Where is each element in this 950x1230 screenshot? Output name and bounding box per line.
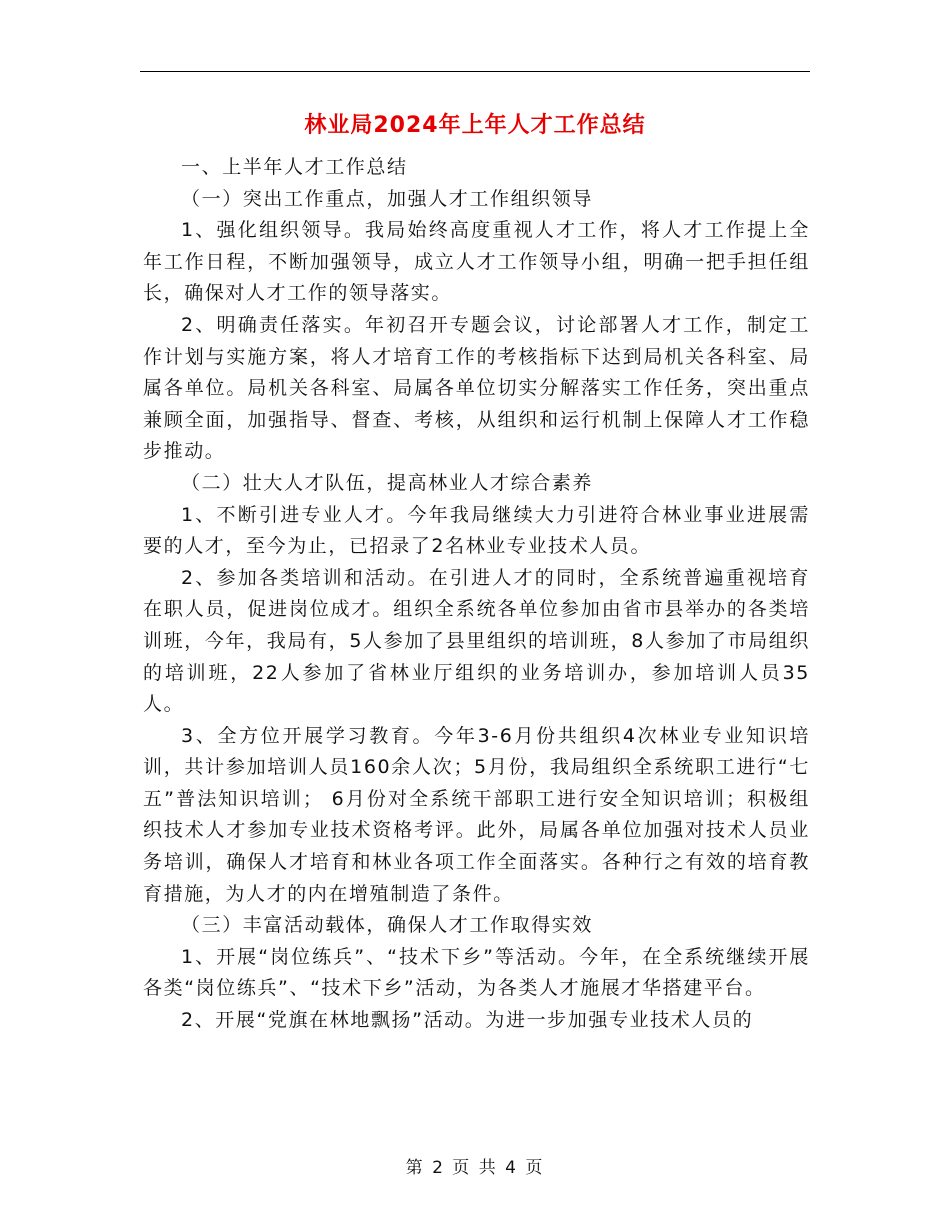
paragraph: 1、开展“岗位练兵”、“技术下乡”等活动。今年，在全系统继续开展各类“岗位练兵”、“技术下乡”活动，为各类人才施展才华搭建平台。	[143, 945, 810, 1000]
paragraph: 2、参加各类培训和活动。在引进人才的同时，全系统普遍重视培育在职人员，促进岗位成才。组织全系统各单位参加由省市县举办的各类培训班，今年，我局有，5人参加了县里组织的培训班，8人参加了市局组织的培训班，22人参加了省林业厅组织的业务培训办，参加培训人员35人。	[143, 566, 810, 716]
document-title: 林业局2024年上年人才工作总结	[304, 113, 646, 138]
paragraph: 2、明确责任落实。年初召开专题会议，讨论部署人才工作，制定工作计划与实施方案，将人才培育工作的考核指标下达到局机关各科室、局属各单位。局机关各科室、局属各单位切实分解落实工作任务，突出重点兼顾全面，加强指导、督查、考核，从组织和运行机制上保障人才工作稳步推动。	[143, 313, 810, 463]
header-rule	[140, 71, 810, 72]
subsection-heading: （一）突出工作重点，加强人才工作组织领导	[181, 187, 594, 210]
page-footer: 第 2 页 共 4 页	[405, 1158, 545, 1178]
paragraph: 1、不断引进专业人才。今年我局继续大力引进符合林业事业进展需要的人才，至今为止，已招录了2名林业专业技术人员。	[143, 503, 810, 558]
paragraph: 1、强化组织领导。我局始终高度重视人才工作，将人才工作提上全年工作日程，不断加强领导，成立人才工作领导小组，明确一把手担任组长，确保对人才工作的领导落实。	[143, 219, 810, 305]
subsection-heading: （三）丰富活动载体，确保人才工作取得实效	[181, 914, 594, 937]
paragraph: 3、全方位开展学习教育。今年3-6月份共组织4次林业专业知识培训，共计参加培训人员160余人次；5月份，我局组织全系统职工进行“七五”普法知识培训； 6月份对全系统干部职工进行安全知识培训；积极组织技术人才参加专业技术资格考评。此外，局属各单位加强对技术人员业务培训，确保人才培育和林业各项工作全面落实。各种行之有效的培育教育措施，为人才的内在增殖制造了条件。	[143, 724, 810, 905]
paragraph: 2、开展“党旗在林地飘扬”活动。为进一步加强专业技术人员的	[181, 1009, 754, 1032]
section-heading: 一、上半年人才工作总结	[181, 156, 408, 178]
subsection-heading: （二）壮大人才队伍，提高林业人才综合素养	[181, 471, 594, 494]
document-body	[143, 152, 810, 1037]
